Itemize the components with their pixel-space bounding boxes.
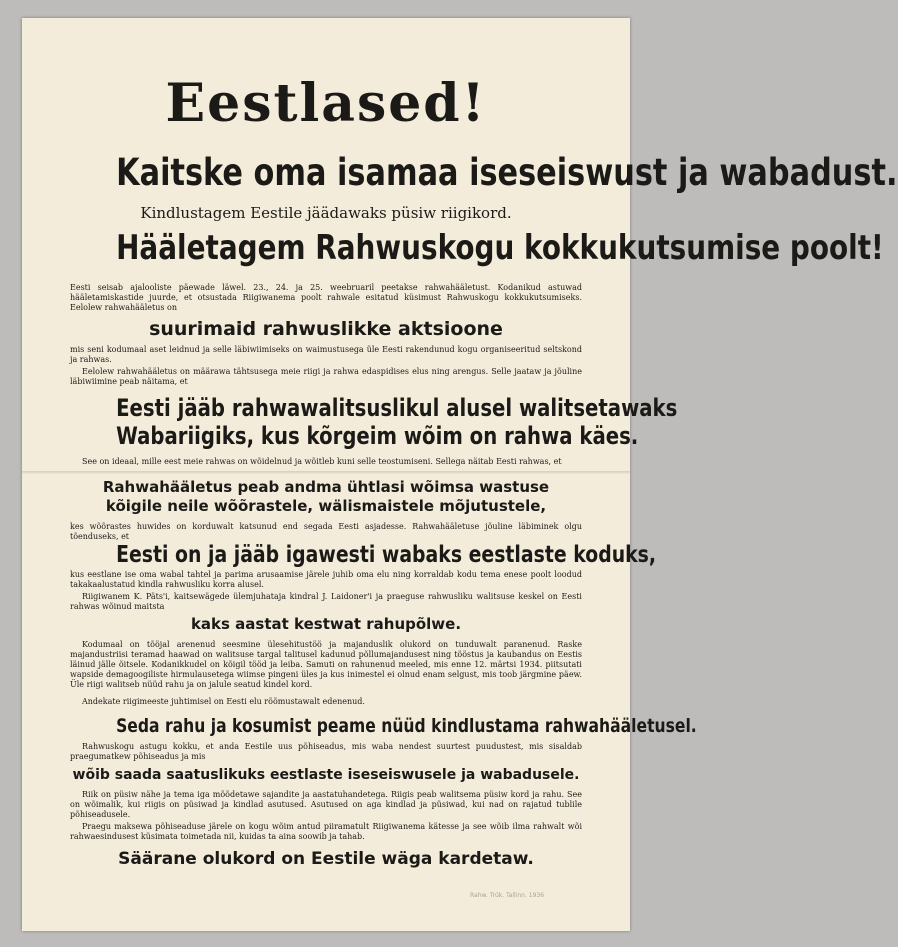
paragraph-significance: Eelolew rahwahääletus on määrawa tähtsusega meie riigi ja rahwa edaspidises elus ning arengus. Selle jaataw ja jõuline läbiwiimine peab näitama, et bbox=[70, 367, 582, 386]
slogan-secure-order: Kindlustagem Eestile jäädawaks püsiw riigikord. bbox=[140, 204, 512, 222]
heading-republic: Wabariigiks, kus kõrgeim wõim on rahwa käes. bbox=[116, 422, 639, 450]
paragraph-ideal: See on ideaal, mille eest meie rahwas on wõidelnud ja wõitleb kuni selle teostumiseni. Sellega näitab Eesti rahwas, et bbox=[82, 457, 562, 466]
heading-secure-peace: Seda rahu ja kosumist peame nüüd kindlustama rahwahääletusel. bbox=[116, 715, 697, 737]
heading-national-actions: suurimaid rahwuslikke aktsioone bbox=[149, 318, 503, 340]
poster-title: Eestlased! bbox=[165, 73, 487, 134]
paragraph-self-governance: kus eestlane ise oma wabal tahtel ja parima arusaamise järele juhib oma elu ning korraldab kodu tema enese poolt loodud takakaalustatud kindla rahwusliku korra alusel. bbox=[70, 570, 582, 589]
paper-fold bbox=[22, 471, 630, 474]
paragraph-economy: Kodumaal on tõöjal arenenud seesmine ülesehitustöö ja majanduslik olukord on tunduwalt paranenud. Raske majandustriisi teramad haawad on walitsuse targal talitusel kadunud põllumajandusest ning tööstus ja kaubandus on Eestis läinud jälle õitsele. Kodanikkudel on kõigil tööd ja leiba. Samuti on rahunenud meeled, mis enne 12. märtsi 1934. piitsutati wapside demagoogiliste hirmulausetega wiimse pingeni üles ja kus inimestel ei olnud enam selgust, mis toob järgmine päew. Üle riigi walitseb nüüd rahu ja on jalule seatud kindel kord. bbox=[70, 640, 582, 689]
paragraph-foreigners: kes wõõrastes huwides on korduwalt katsunud end segada Eesti asjadesse. Rahwahääletuse jõuline läbiminek olgu tõenduseks, et bbox=[70, 522, 582, 541]
paragraph-leaders: Riigiwanem K. Päts'i, kaitsewägede ülemjuhataja kindral J. Laidoner'i ja praeguse rahwusliku walitsuse keskel on Eesti rahwas wõinud maitsta bbox=[70, 592, 582, 611]
paragraph-progress: Andekate riigimeeste juhtimisel on Eesti elu rõõmustawalt edenenud. bbox=[82, 697, 365, 706]
paragraph-national-assembly: Rahwuskogu astugu kokku, et anda Eestile uus põhiseadus, mis waba nendest suurtest puudustest, mis sisaldab praegumatkew põhiseadus ja mis bbox=[70, 742, 582, 761]
heading-strong-answer: Rahwahääletus peab andma ühtlasi wõimsa wastuse bbox=[102, 478, 550, 496]
paragraph-stable-state: Riik on püsiw nähe ja tema iga mõõdetawe sajandite ja aastatuhandetega. Riigis peab walitsema püsiw kord ja rahu. See on wõimalik, kui riigis on püsiwad ja kindlad asutused. Asutused on aga kindlad ja püsiwad, kui nad on rajatud tublile põhiseadusele. bbox=[70, 790, 582, 819]
paragraph-intro: Eesti seisab ajalooliste päewade läwel. 23., 24. ja 25. weebruaril peetakse rahwahääletust. Kodanikud astuwad hääletamiskastide juurde, et otsustada Riigiwanema poolt rahwale esitatud küsimust Rahwuskogu kokkukutsumiseks. Eelolew rahwahääletus on bbox=[70, 283, 582, 312]
heading-free-home: Eesti on ja jääb igawesti wabaks eestlaste koduks, bbox=[116, 542, 657, 568]
heading-two-years-peace: kaks aastat kestwat rahupõlwe. bbox=[190, 615, 462, 633]
heading-dangerous-situation: Säärane olukord on Eestile wäga kardetaw. bbox=[118, 849, 534, 869]
paragraph-organized: mis seni kodumaal aset leidnud ja selle läbiwiimiseks on waimustusega üle Eesti rakendunud kogu organiseeritud seltskond ja rahwas. bbox=[70, 345, 582, 364]
paragraph-current-constitution: Praegu maksewa põhiseaduse järele on kogu wõim antud piiramatult Riigiwanema kätesse ja see wõib ilma rahwalt wõi rahwaesindusest küsimata toimetada nii, kuidas ta aina soowib ja tahab. bbox=[70, 822, 582, 841]
heading-fatal: wõib saada saatuslikuks eestlaste iseseiswusele ja wabadusele. bbox=[72, 767, 580, 783]
slogan-block-1 bbox=[70, 150, 898, 196]
heading-democratic-rule: Eesti jääb rahwawalitsuslikul alusel walitsetawaks bbox=[116, 394, 678, 422]
slogan-vote-for: Hääletagem Rahwuskogu kokkukutsumise poolt! bbox=[116, 228, 884, 268]
slogan-defend-independence: Kaitske oma isamaa iseseiswust ja wabadust. bbox=[116, 151, 898, 194]
printer-mark: Rahw. Trük. Tallinn. 1936 bbox=[470, 892, 545, 899]
slogan-block-3 bbox=[70, 226, 884, 270]
heading-foreign-influences: kõigile neile wõõrastele, wälismaistele mõjutustele, bbox=[105, 497, 547, 515]
